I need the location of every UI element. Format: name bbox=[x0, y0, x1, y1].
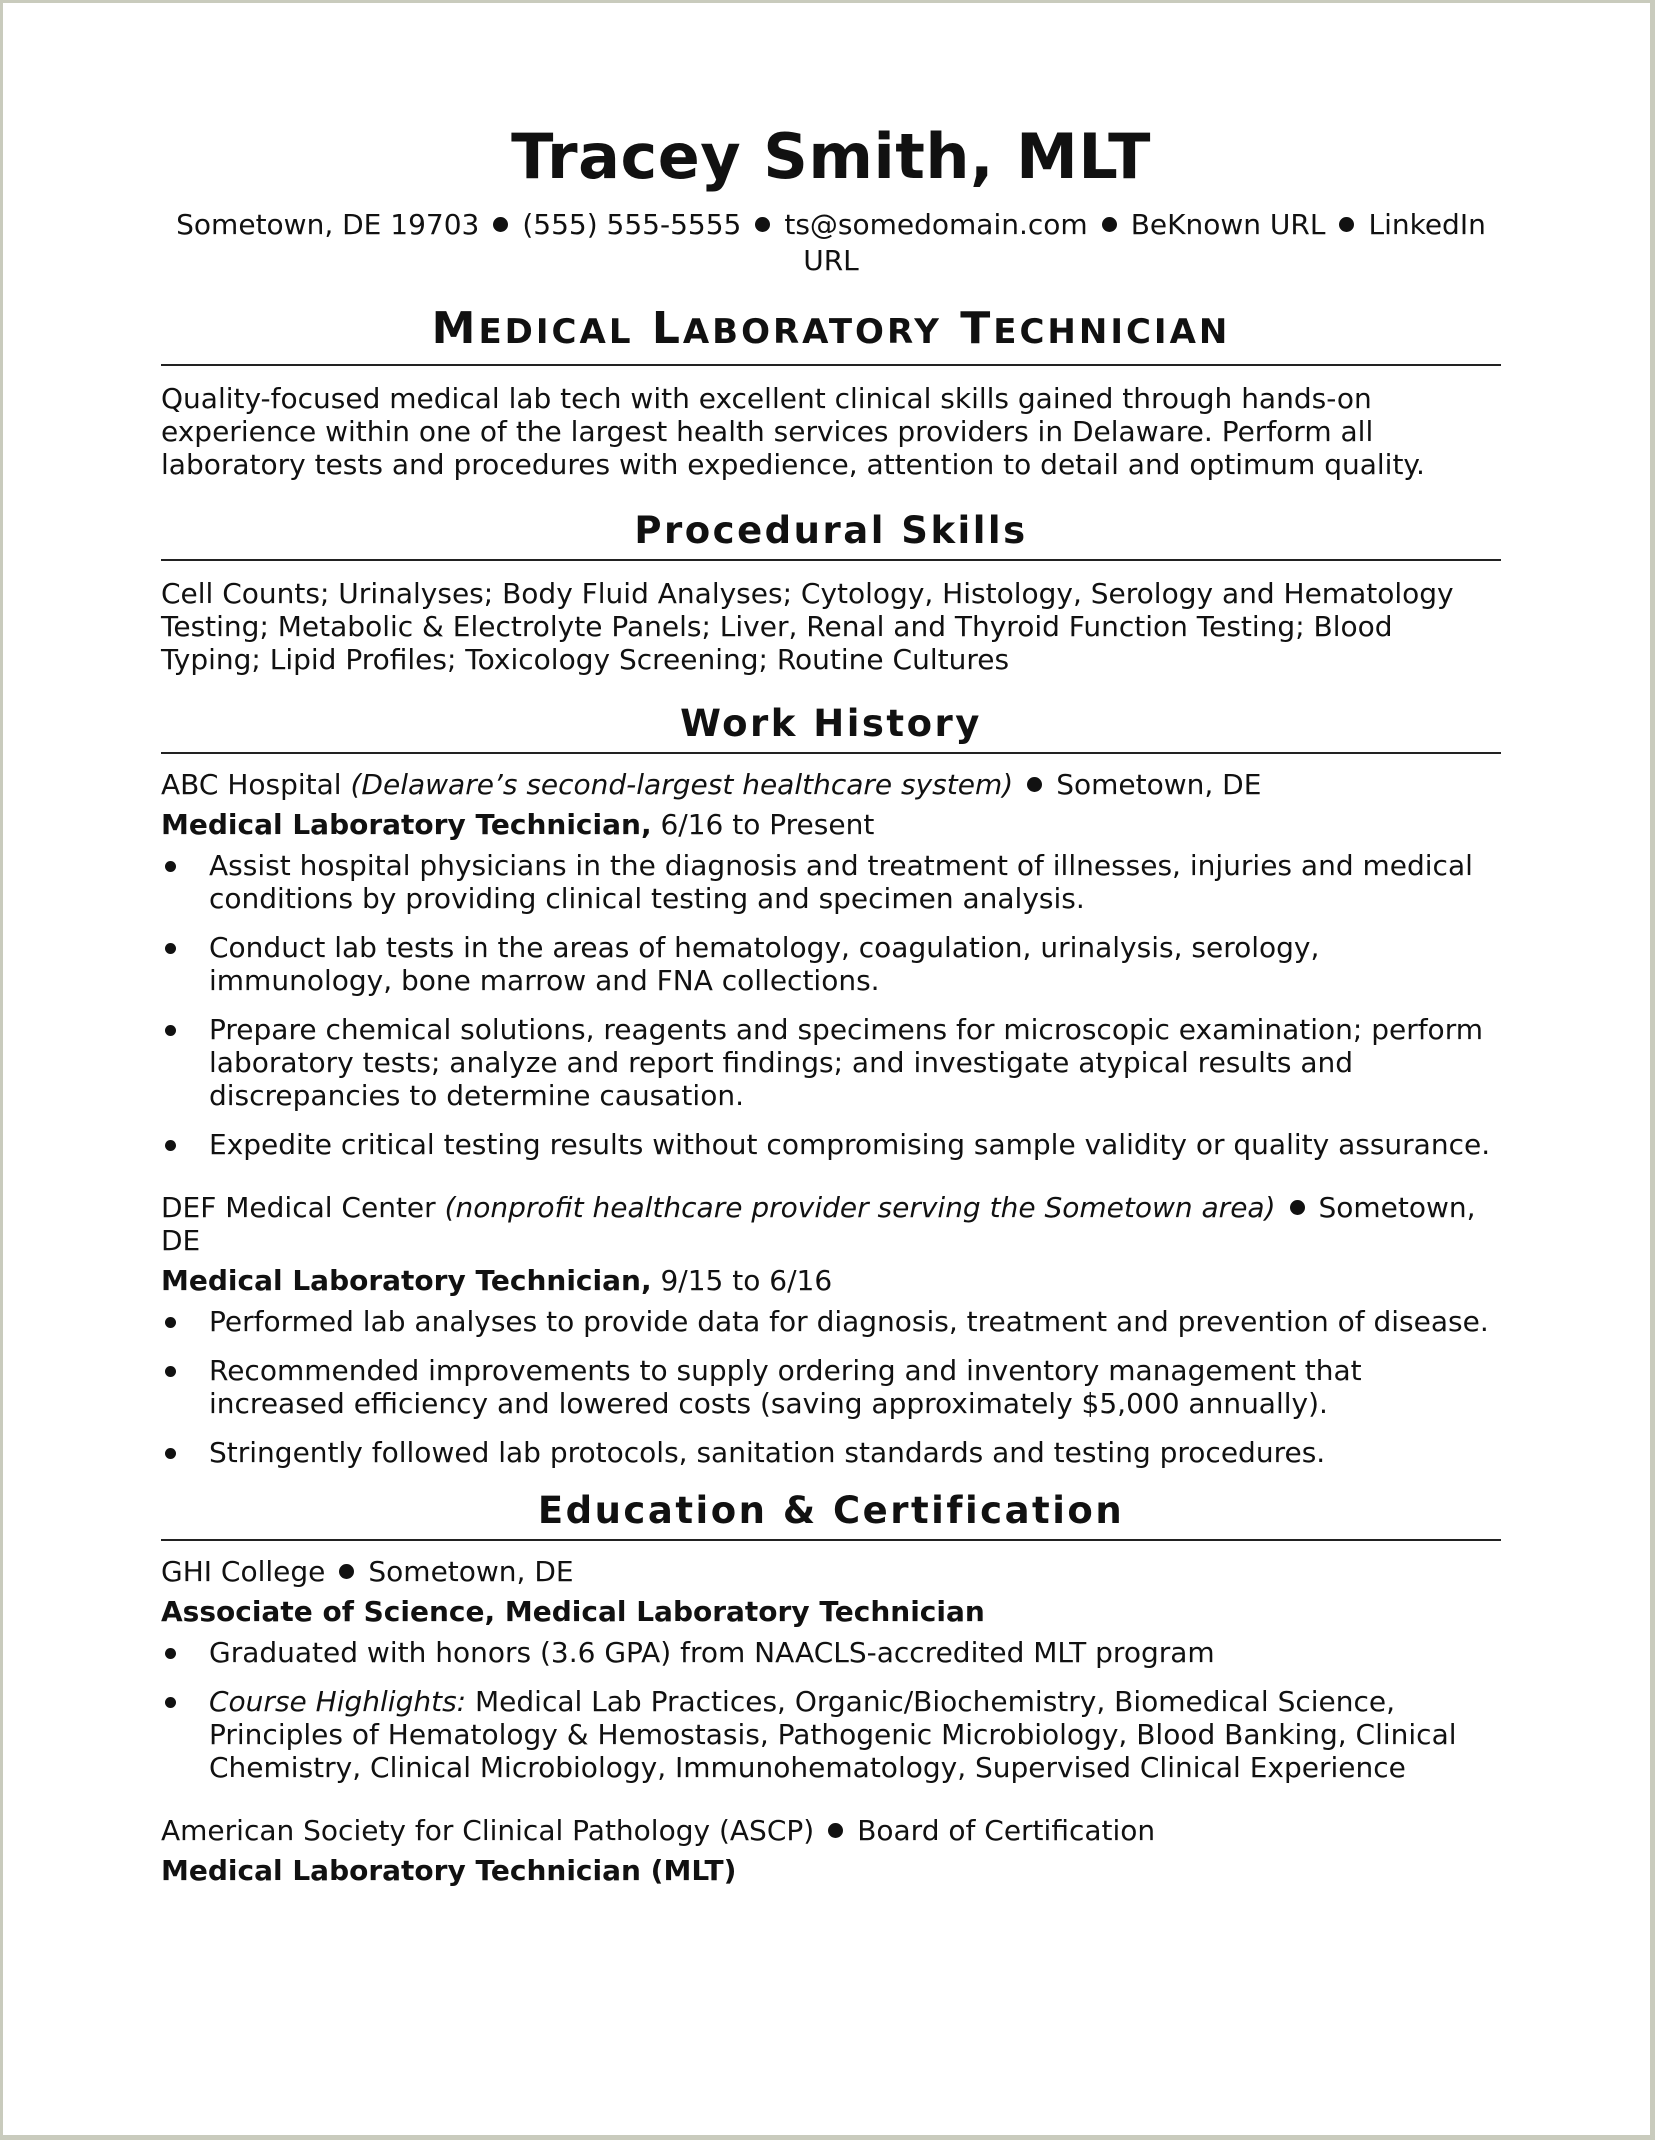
separator-dot bbox=[1102, 217, 1117, 232]
resume-content bbox=[161, 121, 1501, 1887]
bullet-text: Prepare chemical solutions, reagents and specimens for microscopic examination; perform laboratory tests; analyze and report findings; and investigate atypical results and discrepancies to determine causation. bbox=[209, 1013, 1483, 1112]
bullet-icon bbox=[165, 1317, 176, 1328]
job-bullets bbox=[161, 849, 1501, 1161]
school-line bbox=[161, 1555, 1501, 1588]
list-item bbox=[161, 1436, 1501, 1469]
list-item bbox=[161, 1354, 1501, 1420]
headline-cap: M bbox=[431, 303, 479, 354]
section-divider bbox=[161, 364, 1501, 366]
job-bullets bbox=[161, 1305, 1501, 1469]
professional-headline bbox=[161, 301, 1501, 360]
list-item bbox=[161, 931, 1501, 997]
headline-cap: T bbox=[960, 303, 994, 354]
list-item bbox=[161, 1636, 1501, 1669]
job-role-line bbox=[161, 808, 1501, 841]
course-highlights-text: Medical Lab Practices, Organic/Biochemistry, Biomedical Science, Principles of Hematology & Hemostasis, Pathogenic Microbiology, Blood Banking, Clinical Chemistry, Clinical Microbiology, Immunohematology, Supervised Clinical Experience bbox=[209, 1685, 1457, 1784]
candidate-name: Tracey Smith, MLT bbox=[511, 120, 1151, 193]
section-divider bbox=[161, 752, 1501, 754]
list-item bbox=[161, 1013, 1501, 1112]
course-highlights-label: Course Highlights: bbox=[209, 1685, 467, 1718]
job-dates: 9/15 to 6/16 bbox=[660, 1264, 833, 1297]
job-title: Medical Laboratory Technician, bbox=[161, 808, 652, 841]
bullet-icon bbox=[165, 861, 176, 872]
employer-description: (nonprofit healthcare provider serving the Sometown area) bbox=[444, 1191, 1276, 1224]
contact-line bbox=[161, 207, 1501, 279]
separator-dot bbox=[1290, 1200, 1305, 1215]
headline-cap: L bbox=[651, 303, 683, 354]
contact-beknown-url[interactable]: BeKnown URL bbox=[1130, 208, 1326, 241]
list-item bbox=[161, 849, 1501, 915]
bullet-icon bbox=[165, 1140, 176, 1151]
section-divider bbox=[161, 559, 1501, 561]
bullet-icon bbox=[165, 1697, 176, 1708]
employer-description: (Delaware’s second-largest healthcare system) bbox=[350, 768, 1014, 801]
contact-phone: (555) 555-5555 bbox=[522, 208, 742, 241]
separator-dot bbox=[755, 217, 770, 232]
job-dates: 6/16 to Present bbox=[660, 808, 875, 841]
separator-dot bbox=[828, 1823, 843, 1838]
education-bullets bbox=[161, 1636, 1501, 1784]
bullet-text: Recommended improvements to supply ordering and inventory management that increased efficiency and lowered costs (saving approximately $5,000 annually). bbox=[209, 1354, 1362, 1420]
contact-linkedin-url[interactable]: LinkedIn URL bbox=[803, 208, 1486, 277]
summary-paragraph: Quality-focused medical lab tech with excellent clinical skills gained through hands-on experience within one of the largest health services providers in Delaware. Perform all laboratory tests and procedures with expedience, attention to detail and optimum quality. bbox=[161, 382, 1425, 481]
contact-email[interactable]: ts@somedomain.com bbox=[784, 208, 1088, 241]
separator-dot bbox=[493, 217, 508, 232]
bullet-text: Conduct lab tests in the areas of hematology, coagulation, urinalysis, serology, immunology, bone marrow and FNA collections. bbox=[209, 931, 1320, 997]
bullet-icon bbox=[165, 1448, 176, 1459]
certification-org: American Society for Clinical Pathology (ASCP) bbox=[161, 1814, 815, 1847]
list-item bbox=[161, 1305, 1501, 1338]
school-location: Sometown, DE bbox=[368, 1555, 574, 1588]
contact-location: Sometown, DE 19703 bbox=[176, 208, 480, 241]
list-item bbox=[161, 1128, 1501, 1161]
bullet-icon bbox=[165, 1025, 176, 1036]
bullet-text: Performed lab analyses to provide data for diagnosis, treatment and prevention of disease. bbox=[209, 1305, 1489, 1338]
job-title: Medical Laboratory Technician, bbox=[161, 1264, 652, 1297]
certification-board: Board of Certification bbox=[857, 1814, 1156, 1847]
job-employer-line bbox=[161, 1191, 1501, 1257]
bullet-text: Graduated with honors (3.6 GPA) from NAACLS-accredited MLT program bbox=[209, 1636, 1215, 1669]
headline-word: EDICAL bbox=[478, 312, 634, 352]
employer-name: DEF Medical Center bbox=[161, 1191, 436, 1224]
separator-dot bbox=[339, 1564, 354, 1579]
certification-line bbox=[161, 1814, 1501, 1847]
employer-location: Sometown, DE bbox=[1056, 768, 1262, 801]
headline-word: ABORATORY bbox=[682, 312, 942, 352]
certification-title: Medical Laboratory Technician (MLT) bbox=[161, 1854, 737, 1887]
bullet-text: Stringently followed lab protocols, sanitation standards and testing procedures. bbox=[209, 1436, 1326, 1469]
bullet-icon bbox=[165, 1366, 176, 1377]
list-item bbox=[161, 1685, 1501, 1784]
employer-name: ABC Hospital bbox=[161, 768, 342, 801]
employer-location: Sometown, DE bbox=[161, 1191, 1476, 1257]
school-name: GHI College bbox=[161, 1555, 326, 1588]
skills-paragraph: Cell Counts; Urinalyses; Body Fluid Analyses; Cytology, Histology, Serology and Hematology Testing; Metabolic & Electrolyte Panels; Liver, Renal and Thyroid Function Testing; Blood Typing; Lipid Profiles; Toxicology Screening; Routine Cultures bbox=[161, 577, 1454, 676]
degree-title: Associate of Science, Medical Laboratory Technician bbox=[161, 1595, 985, 1628]
job-role-line bbox=[161, 1264, 1501, 1297]
section-divider bbox=[161, 1539, 1501, 1541]
headline-word: ECHNICIAN bbox=[993, 312, 1231, 352]
resume-page bbox=[3, 3, 1650, 2135]
job-employer-line bbox=[161, 768, 1501, 801]
separator-dot bbox=[1027, 777, 1042, 792]
bullet-icon bbox=[165, 943, 176, 954]
education-section-title: Education & Certification bbox=[537, 1489, 1125, 1532]
work-section-title: Work History bbox=[680, 702, 982, 745]
separator-dot bbox=[1339, 217, 1354, 232]
bullet-text: Assist hospital physicians in the diagnosis and treatment of illnesses, injuries and medical conditions by providing clinical testing and specimen analysis. bbox=[209, 849, 1473, 915]
skills-section-title: Procedural Skills bbox=[634, 509, 1028, 552]
bullet-icon bbox=[165, 1648, 176, 1659]
bullet-text: Expedite critical testing results without compromising sample validity or quality assurance. bbox=[209, 1128, 1491, 1161]
